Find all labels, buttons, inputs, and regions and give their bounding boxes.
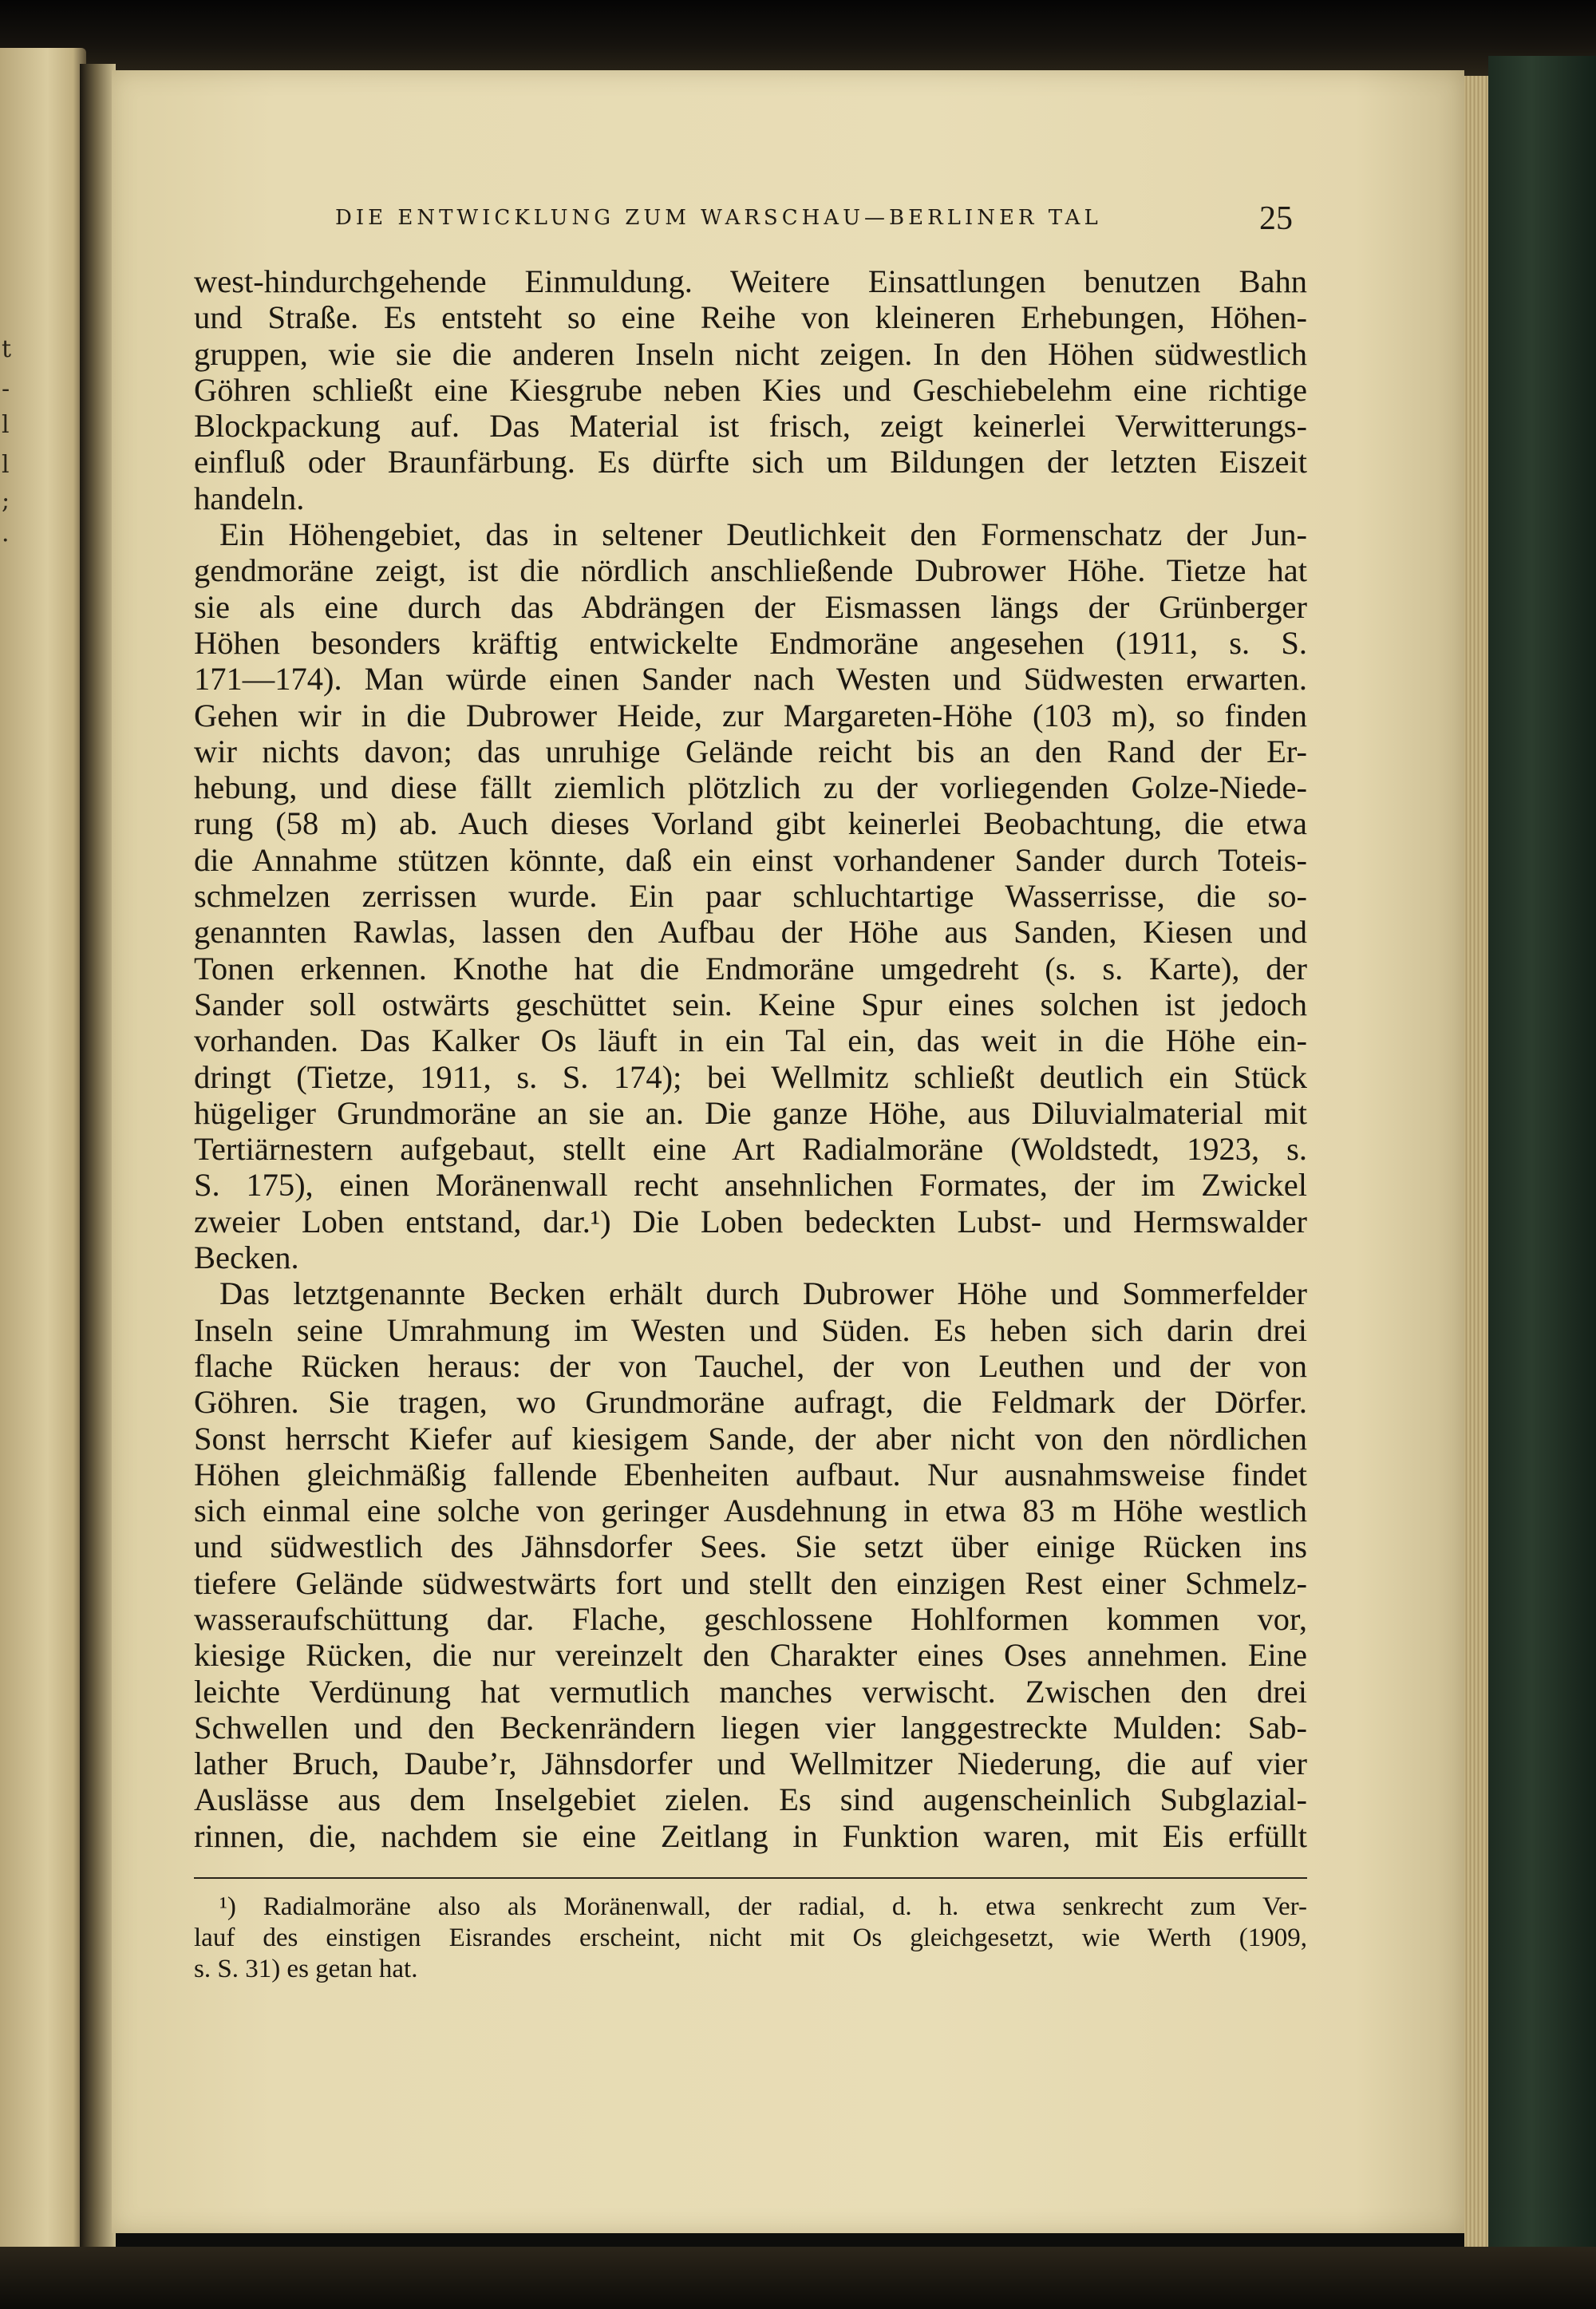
text-line: wasseraufschüttung dar. Flache, geschlossene Hohlformen kommen vor, [194, 1600, 1307, 1637]
text-line: Höhen besonders kräftig entwickelte Endmoräne angesehen (1911, s. S. [194, 624, 1307, 661]
text-line: Das letztgenannte Becken erhält durch Dubrower Höhe und Sommerfelder [219, 1275, 1307, 1312]
left-margin-mark: · [2, 527, 10, 555]
text-line: Göhren schließt eine Kiesgrube neben Kies und Geschiebelehm eine richtige [194, 371, 1307, 408]
page-fore-edge [1464, 76, 1488, 2247]
left-margin-mark: - [2, 375, 10, 403]
gutter-shadow [80, 64, 116, 2251]
text-line: handeln. [194, 480, 305, 516]
text-line: gendmoräne zeigt, ist die nördlich anschließende Dubrower Höhe. Tietze hat [194, 552, 1307, 589]
binding-top [0, 0, 1596, 76]
text-line: sich einmal eine solche von geringer Ausdehnung in etwa 83 m Höhe westlich [194, 1493, 1307, 1529]
left-margin-mark: ; [2, 487, 10, 515]
text-line: Inseln seine Umrahmung im Westen und Süden. Es heben sich darin drei [194, 1311, 1307, 1348]
running-head: DIE ENTWICKLUNG ZUM WARSCHAU—BERLINER TAL [335, 206, 1102, 230]
text-line: und Straße. Es entsteht so eine Reihe von kleineren Erhebungen, Höhen- [194, 299, 1307, 336]
text-line: Gehen wir in die Dubrower Heide, zur Margareten-Höhe (103 m), so finden [194, 697, 1307, 733]
text-line: die Annahme stützen könnte, daß ein einst vorhandener Sander durch Toteis- [194, 841, 1307, 878]
text-line: Auslässe aus dem Inselgebiet zielen. Es sind augenscheinlich Subglazial- [194, 1781, 1307, 1818]
text-line: zweier Loben entstand, dar.¹) Die Loben bedeckten Lubst- und Hermswalder [194, 1203, 1307, 1240]
book-cover-right [1488, 56, 1596, 2309]
body-text [194, 263, 1307, 1854]
text-line: flache Rücken heraus: der von Tauchel, der von Leuthen und der von [194, 1347, 1307, 1384]
text-line: Tertiärnestern aufgebaut, stellt eine Art Radialmoräne (Woldstedt, 1923, s. [194, 1131, 1307, 1168]
footnote-line: lauf des einstigen Eisrandes erscheint, nicht mit Os gleichgesetzt, wie Werth (1909, [194, 1924, 1307, 1952]
left-margin-mark: t [2, 335, 12, 363]
book-cover-bottom [0, 2247, 1596, 2309]
text-line: 171—174). Man würde einen Sander nach Westen und Südwesten erwarten. [194, 661, 1307, 698]
text-line: leichte Verdünung hat vermutlich manches verwischt. Zwischen den drei [194, 1673, 1307, 1710]
text-line: Sonst herrscht Kiefer auf kiesigem Sande, der aber nicht von den nördlichen [194, 1420, 1307, 1457]
text-line: Schwellen und den Beckenrändern liegen vier langgestreckte Mulden: Sab- [194, 1709, 1307, 1746]
text-line: genannten Rawlas, lassen den Aufbau der Höhe aus Sanden, Kiesen und [194, 914, 1307, 951]
footnote-line: ¹) Radialmoräne also als Moränenwall, der radial, d. h. etwa senkrecht zum Ver- [219, 1892, 1307, 1921]
text-line: einfluß oder Braunfärbung. Es dürfte sich um Bildungen der letzten Eiszeit [194, 444, 1307, 480]
previous-page-edge [0, 48, 86, 2251]
text-line: und südwestlich des Jähnsdorfer Sees. Sie setzt über einige Rücken ins [194, 1528, 1307, 1565]
text-line: dringt (Tietze, 1911, s. S. 174); bei Wellmitz schließt deutlich ein Stück [194, 1058, 1307, 1095]
text-line: Göhren. Sie tragen, wo Grundmoräne aufragt, die Feldmark der Dörfer. [194, 1384, 1307, 1421]
left-margin-mark: l [2, 411, 10, 439]
text-line: Tonen erkennen. Knothe hat die Endmoräne umgedreht (s. s. Karte), der [194, 950, 1307, 986]
text-line: schmelzen zerrissen wurde. Ein paar schluchtartige Wasserrisse, die so- [194, 878, 1307, 915]
text-line: S. 175), einen Moränenwall recht ansehnlichen Formates, der im Zwickel [194, 1167, 1307, 1204]
text-line: Becken. [194, 1240, 299, 1276]
text-line: hebung, und diese fällt ziemlich plötzlich zu der vorliegenden Golze-Niede- [194, 769, 1307, 806]
text-line: rinnen, die, nachdem sie eine Zeitlang in Funktion waren, mit Eis erfüllt [194, 1817, 1307, 1854]
footnote [194, 1892, 1307, 1985]
left-margin-mark: l [2, 451, 10, 479]
text-line: kiesige Rücken, die nur vereinzelt den Charakter eines Oses annehmen. Eine [194, 1637, 1307, 1674]
text-line: Höhen gleichmäßig fallende Ebenheiten aufbaut. Nur ausnahmsweise findet [194, 1456, 1307, 1493]
text-line: lather Bruch, Daube’r, Jähnsdorfer und Wellmitzer Niederung, die auf vier [194, 1746, 1307, 1782]
footnote-rule [194, 1877, 1307, 1879]
text-line: gruppen, wie sie die anderen Inseln nicht zeigen. In den Höhen südwestlich [194, 335, 1307, 372]
text-line: rung (58 m) ab. Auch dieses Vorland gibt keinerlei Beobachtung, die etwa [194, 805, 1307, 842]
text-line: west-hindurchgehende Einmuldung. Weitere Einsattlungen benutzen Bahn [194, 263, 1307, 299]
text-line: Blockpackung auf. Das Material ist frisch, zeigt keinerlei Verwitterungs- [194, 408, 1307, 445]
text-line: tiefere Gelände südwestwärts fort und stellt den einzigen Rest einer Schmelz- [194, 1564, 1307, 1601]
footnote-line: s. S. 31) es getan hat. [194, 1955, 418, 1983]
text-line: Ein Höhengebiet, das in seltener Deutlichkeit den Formenschatz der Jun- [219, 516, 1307, 553]
text-line: sie als eine durch das Abdrängen der Eismassen längs der Grünberger [194, 588, 1307, 625]
text-line: hügeliger Grundmoräne an sie an. Die ganze Höhe, aus Diluvialmaterial mit [194, 1094, 1307, 1131]
text-line: wir nichts davon; das unruhige Gelände reicht bis an den Rand der Er- [194, 733, 1307, 769]
page-number: 25 [1259, 200, 1293, 237]
text-line: Sander soll ostwärts geschüttet sein. Keine Spur eines solchen ist jedoch [194, 986, 1307, 1022]
text-line: vorhanden. Das Kalker Os läuft in ein Tal ein, das weit in die Höhe ein- [194, 1022, 1307, 1059]
